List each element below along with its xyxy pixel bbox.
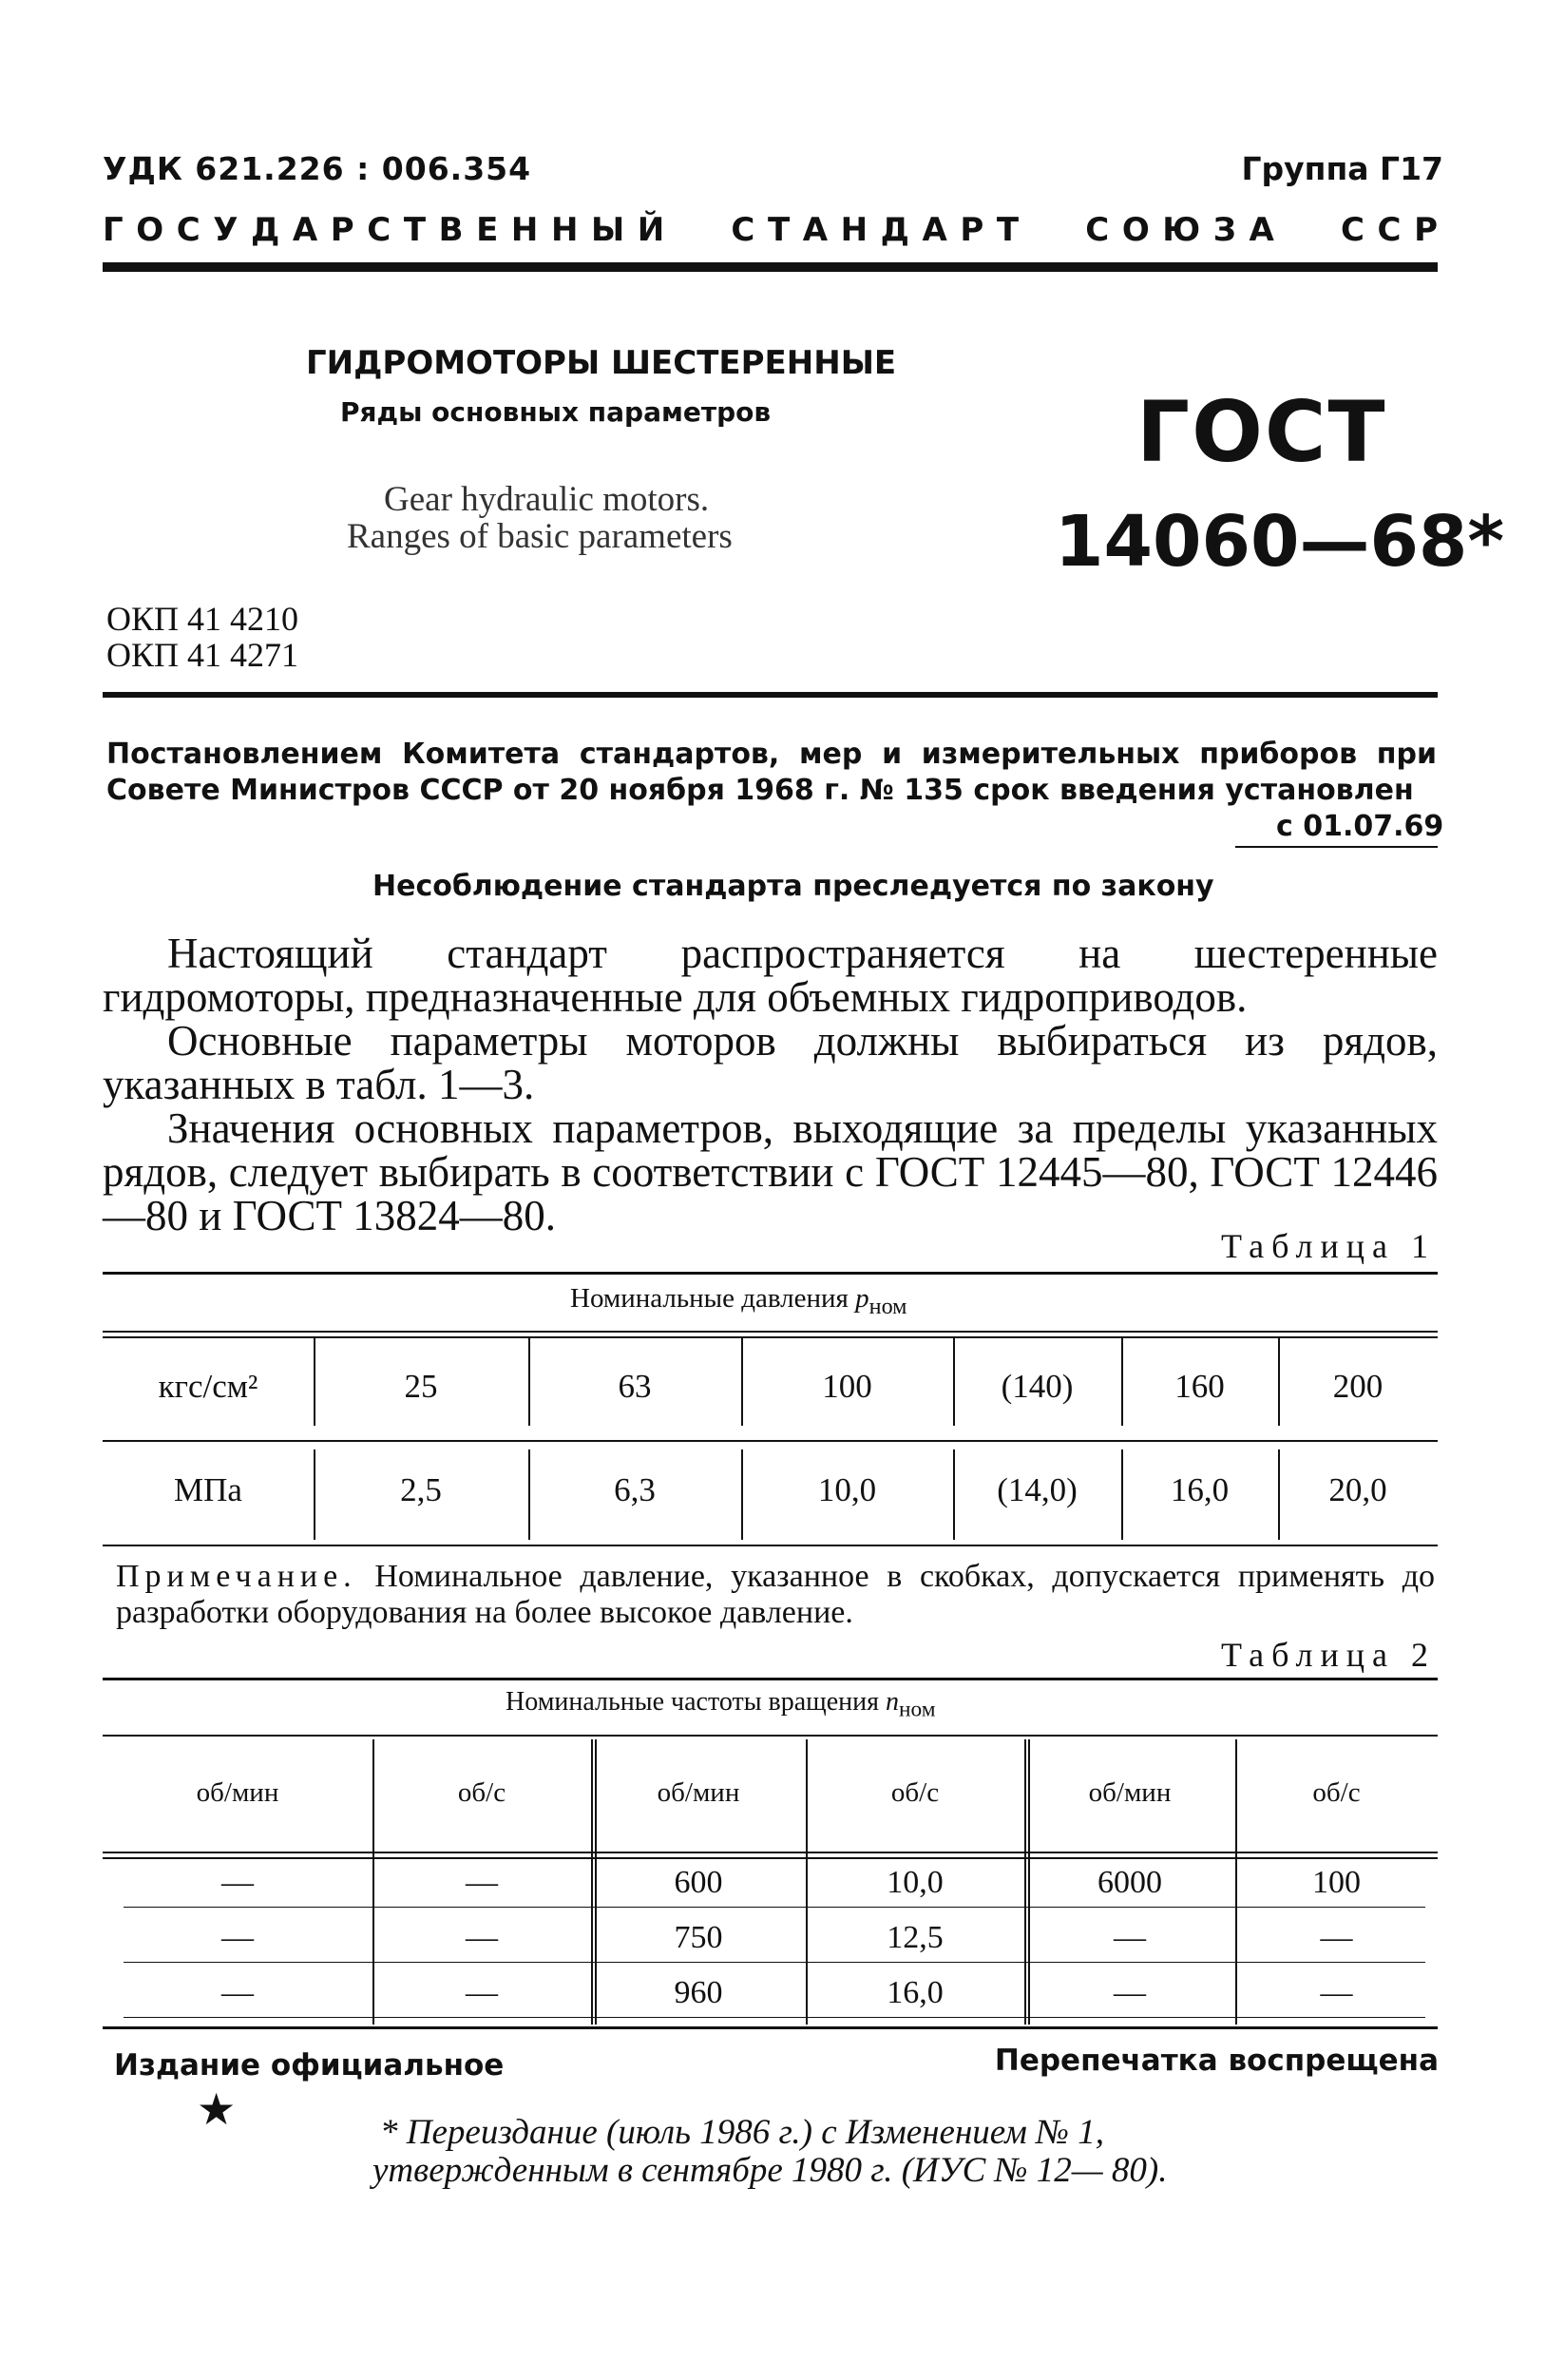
- table2-column-divider: [595, 1739, 597, 2025]
- table1-column-divider: [953, 1338, 955, 1426]
- table2-column-rule2: [103, 1857, 1438, 1859]
- table1-bottom-rule: [103, 1545, 1438, 1546]
- table2-value-cell: —: [221, 1920, 254, 1955]
- table2-value-cell: —: [221, 1975, 254, 2010]
- table1-header: [570, 1283, 907, 1320]
- note-label: Примечание.: [116, 1559, 357, 1594]
- table2-column-divider: [1024, 1739, 1026, 2025]
- table1-row-rule: [103, 1440, 1438, 1442]
- table2-column-header: об/с: [890, 1777, 940, 1808]
- table2-header-text: Номинальные частоты вращения: [506, 1687, 879, 1717]
- reprint-forbidden: Перепечатка воспрещена: [994, 2044, 1439, 2078]
- table1-value-cell: 6,3: [614, 1471, 656, 1508]
- table2-top-rule: [103, 1678, 1438, 1680]
- english-title-line1: Gear hydraulic motors.: [384, 480, 710, 519]
- law-notice: Несоблюдение стандарта преследуется по закону: [372, 870, 1214, 903]
- table1-column-divider: [528, 1449, 530, 1540]
- table2-value-cell: 750: [674, 1920, 723, 1955]
- table2-column-header: об/с: [1312, 1777, 1361, 1808]
- table2-bottom-rule: [103, 2026, 1438, 2029]
- table1-symbol: p: [855, 1283, 869, 1314]
- table1-column-divider: [314, 1449, 315, 1540]
- date-underline: [1235, 846, 1438, 848]
- footnote-line1: * Переиздание (июль 1986 г.) с Изменением № 1,: [380, 2113, 1105, 2152]
- table2-column-header: об/с: [457, 1777, 506, 1808]
- table2-value-cell: —: [1320, 1920, 1353, 1955]
- table1-column-divider: [1278, 1338, 1280, 1426]
- table1-column-divider: [741, 1449, 743, 1540]
- okp-code-1: ОКП 41 4210: [106, 600, 299, 638]
- table2-subscript: ном: [898, 1697, 936, 1722]
- table1-caption: Таблица 1: [1221, 1227, 1436, 1265]
- table2-column-header: об/мин: [657, 1777, 740, 1808]
- introduction-date: с 01.07.69: [1276, 810, 1444, 843]
- table2-column-header: об/мин: [1088, 1777, 1172, 1808]
- table2-value-cell: —: [466, 1865, 498, 1900]
- table2-caption: Таблица 2: [1221, 1636, 1436, 1674]
- gost-number: 14060—68*: [1055, 501, 1505, 583]
- group-code: Группа Г17: [1241, 150, 1443, 187]
- table1-top-rule: [103, 1272, 1438, 1275]
- note-text: Номинальное давление, указанное в скобках, допускается применять до разработки оборудования на более высокое давление.: [116, 1559, 1435, 1630]
- table2-header: [506, 1687, 935, 1723]
- table1-unit-cell: МПа: [174, 1471, 242, 1508]
- table1-column-divider: [1278, 1449, 1280, 1540]
- table2-column-rule: [103, 1852, 1438, 1853]
- gost-label: ГОСТ: [1136, 383, 1387, 481]
- table2-value-cell: 12,5: [887, 1920, 944, 1955]
- table2-value-cell: —: [1114, 1975, 1146, 2010]
- table1-column-divider: [953, 1449, 955, 1540]
- star-icon: ★: [197, 2085, 237, 2134]
- table2-row-rule: [124, 2017, 1425, 2018]
- footnote-line2: утвержденным в сентябре 1980 г. (ИУС № 12— 80).: [372, 2151, 1168, 2190]
- table1-column-divider: [528, 1338, 530, 1426]
- table1-value-cell: 63: [618, 1367, 652, 1405]
- table1-column-divider: [741, 1338, 743, 1426]
- document-subtitle: Ряды основных параметров: [340, 396, 772, 428]
- table2-column-divider: [1028, 1739, 1030, 2025]
- gov-word-3: С С Р: [1341, 211, 1438, 249]
- table2-value-cell: 6000: [1097, 1865, 1162, 1900]
- table1-unit-cell: кгс/см²: [158, 1367, 258, 1405]
- table2-column-divider: [591, 1739, 593, 2025]
- gov-word-1: С Т А Н Д А Р Т: [731, 211, 1020, 249]
- table2-value-cell: —: [221, 1865, 254, 1900]
- table2-symbol: n: [885, 1687, 899, 1717]
- table2-value-cell: 600: [674, 1865, 723, 1900]
- decree-text: Постановлением Комитета стандартов, мер и измерительных приборов при Совете Министров СССР от 20 ноября 1968 г. № 135 срок введения установлен: [106, 738, 1437, 807]
- table2-header-rule: [103, 1735, 1438, 1737]
- english-title-line2: Ranges of basic parameters: [347, 517, 733, 556]
- document-title: ГИДРОМОТОРЫ ШЕСТЕРЕННЫЕ: [306, 344, 897, 382]
- table1-column-divider: [314, 1338, 315, 1426]
- table1-note: [116, 1559, 1435, 1631]
- table1-value-cell: (14,0): [997, 1471, 1078, 1508]
- title-rule: [103, 692, 1438, 698]
- table1-value-cell: 200: [1332, 1367, 1384, 1405]
- table1-header-text: Номинальные давления: [570, 1283, 849, 1314]
- table1-column-divider: [1121, 1449, 1123, 1540]
- table2-column-divider: [372, 1739, 374, 2025]
- table1-column-divider: [1121, 1338, 1123, 1426]
- table1-value-cell: 20,0: [1328, 1471, 1387, 1508]
- header-rule: [103, 262, 1438, 272]
- table1-header-rule: [103, 1331, 1438, 1333]
- table2-column-divider: [1235, 1739, 1237, 2025]
- table1-value-cell: 25: [404, 1367, 438, 1405]
- official-edition: Издание официальное: [114, 2048, 505, 2082]
- paragraph-parameters: Основные параметры моторов должны выбираться из рядов, указанных в табл. 1—3.: [103, 1017, 1438, 1108]
- table1-value-cell: 10,0: [817, 1471, 877, 1508]
- table2-value-cell: 960: [674, 1975, 723, 2010]
- gov-word-2: С О Ю З А: [1085, 211, 1274, 249]
- table1-value-cell: 16,0: [1170, 1471, 1230, 1508]
- table2-value-cell: —: [466, 1975, 498, 2010]
- table2-value-cell: 10,0: [887, 1865, 944, 1900]
- table1-value-cell: 2,5: [400, 1471, 442, 1508]
- table2-value-cell: —: [1114, 1920, 1146, 1955]
- table1-subscript: ном: [868, 1293, 907, 1319]
- government-standard-heading: [103, 211, 1438, 249]
- table1-value-cell: (140): [1001, 1367, 1074, 1405]
- table2-value-cell: —: [1320, 1975, 1353, 2010]
- paragraph-scope: Настоящий стандарт распространяется на шестеренные гидромоторы, предназначенные для объемных гидроприводов.: [103, 930, 1438, 1021]
- table2-value-cell: 100: [1312, 1865, 1361, 1900]
- okp-code-2: ОКП 41 4271: [106, 636, 299, 674]
- table2-value-cell: 16,0: [887, 1975, 944, 2010]
- table2-column-header: об/мин: [196, 1777, 279, 1808]
- table1-value-cell: 100: [822, 1367, 872, 1405]
- table1-value-cell: 160: [1174, 1367, 1225, 1405]
- table1-header-rule2: [103, 1336, 1438, 1338]
- table2-row-rule: [124, 1907, 1425, 1908]
- paragraph-references: Значения основных параметров, выходящие за пределы указанных рядов, следует выбирать в соответствии с ГОСТ 12445—80, ГОСТ 12446—80 и ГОСТ 13824—80.: [103, 1104, 1438, 1239]
- gov-word-0: Г О С У Д А Р С Т В Е Н Н Ы Й: [103, 211, 665, 249]
- table2-column-divider: [806, 1739, 808, 2025]
- table2-row-rule: [124, 1962, 1425, 1963]
- udk-code: УДК 621.226 : 006.354: [103, 150, 532, 187]
- table2-value-cell: —: [466, 1920, 498, 1955]
